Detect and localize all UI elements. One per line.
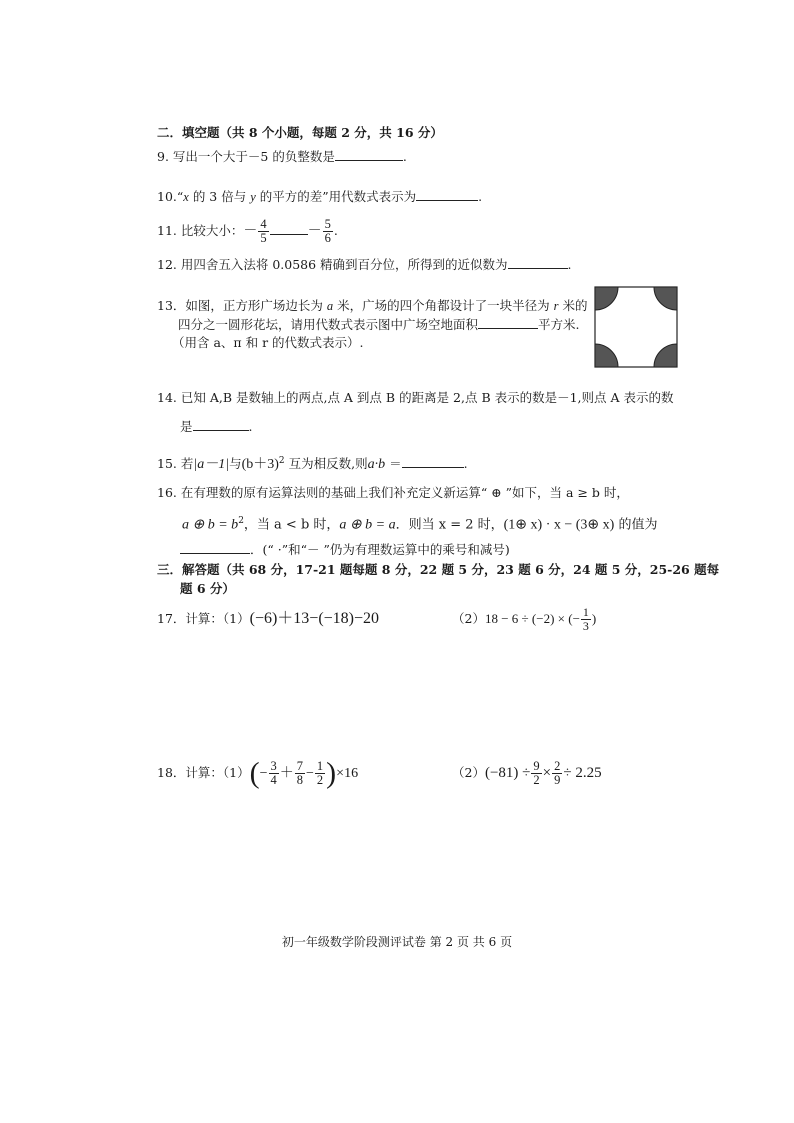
fraction: $\frac{2}{9}$	[554, 759, 561, 787]
answer-blank	[478, 316, 538, 329]
question-13-line-2: 四分之一圆形花坛，请用代数式表示图中广场空地面积 平方米.	[178, 317, 580, 332]
fraction: $\frac{1}{3}$	[582, 605, 589, 633]
fraction: $\frac{1}{2}$	[316, 759, 324, 787]
question-18-part-1: 18．计算：（1）(− $\frac{3}{4}$ ＋ $\frac{7}{8}$ − $\frac{1}{2}$ )×16	[157, 756, 359, 790]
question-17-part-2: （2）18 − 6 ÷ (−2) × (− $\frac{1}{3}$ )	[452, 605, 597, 633]
answer-blank	[270, 222, 308, 235]
answer-blank	[335, 148, 403, 161]
fraction: $\frac{3}{4}$	[270, 759, 277, 787]
page-footer: 初一年级数学阶段测评试卷 第 2 页 共 6 页	[281, 935, 513, 949]
question-17-part-1: 17．计算：（1）(−6)＋13−(−18)−20	[157, 610, 380, 627]
fraction: $\frac{5}{6}$	[324, 217, 331, 245]
answer-blank	[416, 188, 478, 201]
fraction: $\frac{7}{8}$	[296, 759, 304, 787]
question-16-line-3: ．(“ ·”和“－ ”仍为有理数运算中的乘号和减号)	[180, 541, 510, 559]
answer-blank	[193, 418, 249, 431]
fraction: $\frac{4}{5}$	[260, 217, 267, 245]
question-16-line-2: a ⊕ $b = b^2$，当 a < b 时，a ⊕ b = a．则当 x = 2 时，(1⊕ x) · x − (3⊕ x) 的值为	[182, 516, 658, 533]
question-16-line-1: 16. 在有理数的原有运算法则的基础上我们补充定义新运算“ ⊕ ”如下，当 a ≥ b 时，	[157, 485, 629, 500]
section-3-title-line-1: 三．解答题（共 68 分，17-21 题每题 8 分，22 题 5 分，23 题 6 分，24 题 5 分，25-26 题每	[157, 562, 720, 577]
question-9-text: 9. 写出一个大于－5 的负整数是	[157, 149, 335, 164]
fraction: $\frac{9}{2}$	[533, 759, 540, 787]
question-15: 15. 若|a－1|与$(b+3)^2$ 互为相反数,则a·b ＝ .	[157, 456, 468, 473]
question-18-part-2: （2）(−81) ÷ $\frac{9}{2}$ × $\frac{2}{9}$ ÷ 2.25	[452, 759, 602, 787]
answer-blank	[402, 455, 464, 468]
question-14-line-2: 是 .	[180, 419, 253, 434]
question-13-line-3: （用含 a、π 和 r 的代数式表示）.	[172, 335, 364, 350]
section-3-title-line-2: 题 6 分）	[180, 581, 235, 596]
question-12: 12. 用四舍五入法将 0.0586 精确到百分位，所得到的近似数为 .	[157, 257, 572, 272]
question-11: 11. 比较大小：－ $\frac{4}{5}$ － $\frac{5}{6}$ .	[157, 217, 338, 245]
question-10: 10.“x 的 3 倍与 y 的平方的差”用代数式表示为 .	[157, 189, 483, 204]
answer-blank	[180, 541, 250, 554]
section-2-title: 二．填空题（共 8 个小题，每题 2 分，共 16 分）	[157, 125, 443, 140]
question-9: 9. 写出一个大于－5 的负整数是 .	[157, 149, 407, 164]
question-14-line-1: 14. 已知 A,B 是数轴上的两点,点 A 到点 B 的距离是 2,点 B 表示的数是－1,则点 A 表示的数	[157, 390, 674, 405]
question-13-line-1: 13．如图，正方形广场边长为 a 米，广场的四个角都设计了一块半径为 r 米的	[157, 298, 588, 313]
answer-blank	[508, 256, 568, 269]
square-plaza-figure	[594, 286, 678, 368]
